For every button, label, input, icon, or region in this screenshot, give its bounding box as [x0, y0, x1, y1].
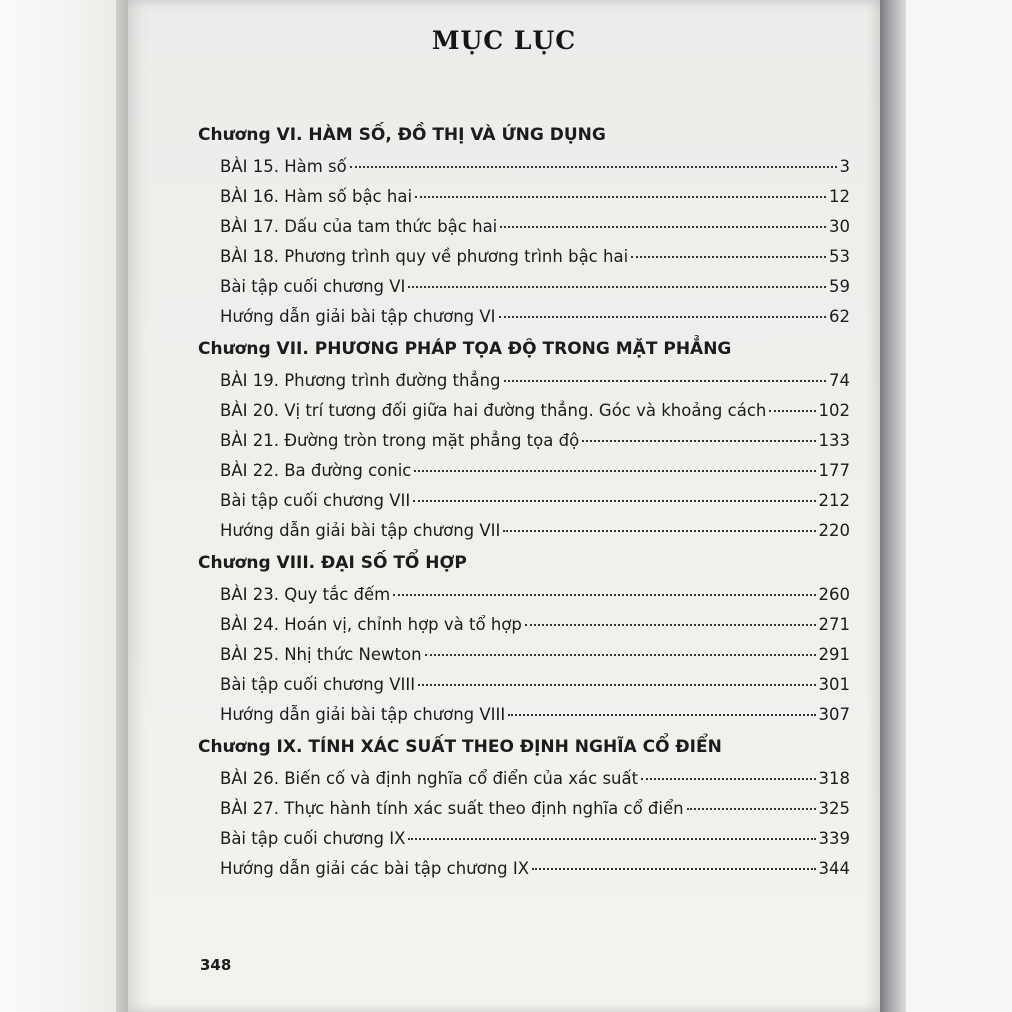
toc-entry[interactable]	[220, 700, 850, 730]
chapter-6	[198, 118, 850, 332]
entry-title: BÀI 18. Phương trình quy về phương trình bậc hai	[220, 247, 629, 266]
book-page	[128, 0, 880, 1012]
toc-entry[interactable]	[220, 580, 850, 610]
dot-leader	[687, 807, 816, 810]
entry-page-number: 3	[839, 157, 850, 176]
entry-page-number: 339	[818, 829, 850, 848]
toc-entry[interactable]	[220, 794, 850, 824]
toc-entry[interactable]	[220, 610, 850, 640]
dot-leader	[408, 837, 815, 840]
dot-leader	[418, 683, 815, 686]
right-background-edge	[880, 0, 1012, 1012]
chapter-7	[198, 332, 850, 546]
toc-entry[interactable]	[220, 302, 850, 332]
dot-leader	[525, 623, 816, 626]
entry-title: BÀI 17. Dấu của tam thức bậc hai	[220, 217, 498, 236]
toc-entry[interactable]	[220, 764, 850, 794]
dot-leader	[769, 409, 815, 412]
dot-leader	[503, 529, 815, 532]
entry-title: BÀI 20. Vị trí tương đối giữa hai đường thẳng. Góc và khoảng cách	[220, 401, 767, 420]
entry-title: BÀI 22. Ba đường conic	[220, 461, 412, 480]
dot-leader	[408, 285, 826, 288]
dot-leader	[508, 713, 815, 716]
table-of-contents	[198, 118, 850, 884]
toc-entry[interactable]	[220, 242, 850, 272]
dot-leader	[425, 653, 816, 656]
entry-title: Bài tập cuối chương VI	[220, 277, 406, 296]
toc-entry[interactable]	[220, 456, 850, 486]
dot-leader	[582, 439, 815, 442]
left-background-edge	[0, 0, 128, 1012]
entry-title: Bài tập cuối chương VIII	[220, 675, 416, 694]
chapter-title: Chương IX. TÍNH XÁC SUẤT THEO ĐỊNH NGHĨA CỔ ĐIỂN	[198, 737, 722, 757]
entry-title: BÀI 26. Biến cố và định nghĩa cổ điển của xác suất	[220, 769, 639, 788]
entry-page-number: 220	[818, 521, 850, 540]
entry-page-number: 318	[818, 769, 850, 788]
dot-leader	[499, 315, 826, 318]
dot-leader	[414, 469, 815, 472]
chapter-title: Chương VII. PHƯƠNG PHÁP TỌA ĐỘ TRONG MẶT PHẲNG	[198, 339, 732, 359]
chapter-9	[198, 730, 850, 884]
entry-title: Hướng dẫn giải bài tập chương VIII	[220, 705, 506, 724]
toc-entry[interactable]	[220, 486, 850, 516]
entry-title: Bài tập cuối chương VII	[220, 491, 411, 510]
toc-entry[interactable]	[220, 182, 850, 212]
entry-title: BÀI 27. Thực hành tính xác suất theo định nghĩa cổ điển	[220, 799, 684, 818]
entry-page-number: 133	[818, 431, 850, 450]
entry-page-number: 30	[829, 217, 850, 236]
entry-page-number: 12	[829, 187, 850, 206]
dot-leader	[641, 777, 815, 780]
entry-page-number: 291	[818, 645, 850, 664]
entry-title: Hướng dẫn giải bài tập chương VII	[220, 521, 501, 540]
dot-leader	[415, 195, 826, 198]
entry-page-number: 301	[818, 675, 850, 694]
entry-page-number: 271	[818, 615, 850, 634]
toc-entry[interactable]	[220, 516, 850, 546]
entry-page-number: 325	[818, 799, 850, 818]
page-number: 348	[200, 956, 232, 974]
entry-title: BÀI 23. Quy tắc đếm	[220, 585, 391, 604]
entry-title: BÀI 19. Phương trình đường thẳng	[220, 371, 501, 390]
entry-page-number: 260	[818, 585, 850, 604]
toc-entry[interactable]	[220, 272, 850, 302]
toc-entry[interactable]	[220, 824, 850, 854]
entry-page-number: 53	[829, 247, 850, 266]
entry-page-number: 74	[829, 371, 850, 390]
entry-page-number: 102	[818, 401, 850, 420]
entry-title: Hướng dẫn giải các bài tập chương IX	[220, 859, 530, 878]
dot-leader	[393, 593, 815, 596]
dot-leader	[631, 255, 826, 258]
entry-page-number: 177	[818, 461, 850, 480]
entry-title: Bài tập cuối chương IX	[220, 829, 406, 848]
toc-entry[interactable]	[220, 670, 850, 700]
dot-leader	[500, 225, 826, 228]
entry-title: Hướng dẫn giải bài tập chương VI	[220, 307, 496, 326]
entry-title: BÀI 15. Hàm số	[220, 157, 347, 176]
dot-leader	[504, 379, 826, 382]
dot-leader	[350, 165, 837, 168]
entry-title: BÀI 16. Hàm số bậc hai	[220, 187, 413, 206]
toc-entry[interactable]	[220, 640, 850, 670]
entry-page-number: 59	[829, 277, 850, 296]
entry-page-number: 62	[829, 307, 850, 326]
toc-entry[interactable]	[220, 396, 850, 426]
entry-title: BÀI 21. Đường tròn trong mặt phẳng tọa độ	[220, 431, 580, 450]
entry-page-number: 344	[818, 859, 850, 878]
toc-entry[interactable]	[220, 426, 850, 456]
toc-entry[interactable]	[220, 212, 850, 242]
entry-title: BÀI 25. Nhị thức Newton	[220, 645, 422, 664]
entry-page-number: 212	[818, 491, 850, 510]
chapter-title: Chương VI. HÀM SỐ, ĐỒ THỊ VÀ ỨNG DỤNG	[198, 125, 606, 145]
toc-entry[interactable]	[220, 366, 850, 396]
dot-leader	[532, 867, 815, 870]
entry-page-number: 307	[818, 705, 850, 724]
chapter-8	[198, 546, 850, 730]
dot-leader	[413, 499, 815, 502]
chapter-title: Chương VIII. ĐẠI SỐ TỔ HỢP	[198, 553, 467, 573]
toc-entry[interactable]	[220, 152, 850, 182]
entry-title: BÀI 24. Hoán vị, chỉnh hợp và tổ hợp	[220, 615, 522, 634]
page-title: MỤC LỤC	[431, 26, 577, 55]
toc-entry[interactable]	[220, 854, 850, 884]
